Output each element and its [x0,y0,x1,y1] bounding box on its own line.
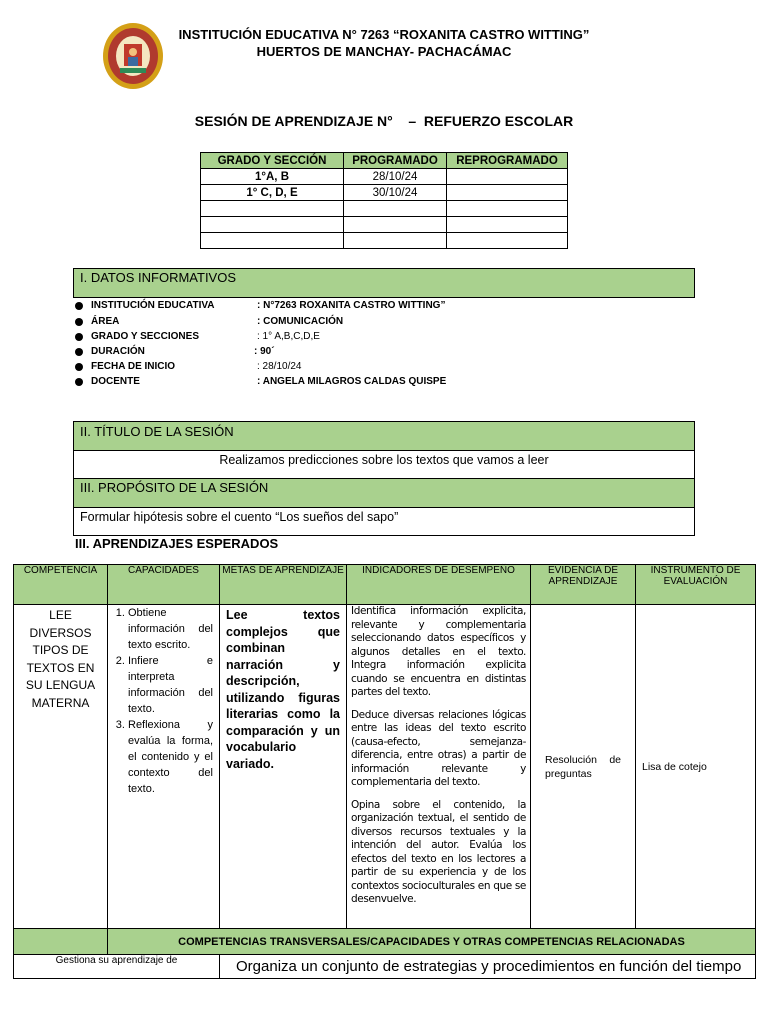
gestiona-row [14,955,756,979]
titulo-heading: II. TÍTULO DE LA SESIÓN [73,421,695,451]
table-cell: 1°A, B [201,169,344,185]
capacidades-cell [108,605,220,929]
instrumento-cell [636,605,756,929]
info-label: INSTITUCIÓN EDUCATIVA [91,300,215,311]
transversal-blank [14,929,108,955]
column-header: COMPETENCIA [14,565,108,605]
info-value: : N°7263 ROXANITA CASTRO WITTING” [257,300,446,311]
indicador-text: Opina sobre el contenido, la organización textual, el sentido de diversos recursos textuales y la intención del autor. Evalúa los efectos del texto en los lectores a partir de su experiencia y de los contextos socioculturales en que se desenvuelve. [351,798,526,905]
organiza-cell: Organiza un conjunto de estrategias y procedimientos en función del tiempo [220,955,756,979]
table-row [201,169,568,185]
gestiona-cell: Gestiona su aprendizaje de [14,955,220,979]
table-cell [344,201,447,217]
institution-name: INSTITUCIÓN EDUCATIVA N° 7263 “ROXANITA CASTRO WITTING” [178,27,590,42]
institution-location: HUERTOS DE MANCHAY- PACHACÁMAC [256,44,512,59]
indicador-text: Deduce diversas relaciones lógicas entre las ideas del texto escrito (causa-efecto, semejanza-diferencia, entre otras) a partir de información relevante y complementaria del texto. [351,708,526,788]
table-row [201,233,568,249]
list-item: 2. Infiere e interpreta información del texto. [128,653,213,717]
evidencia-cell [531,605,636,929]
list-item: 1. Obtiene información del texto escrito. [128,605,213,653]
schedule-header-row [201,153,568,169]
info-value: : 28/10/24 [257,361,302,372]
info-value: : COMUNICACIÓN [257,316,344,327]
schedule-header: REPROGRAMADO [447,153,568,169]
table-cell [447,185,568,201]
column-header: INDICADORES DE DESEMPEÑO [347,565,531,605]
table-cell [201,233,344,249]
table-cell: 28/10/24 [344,169,447,185]
competencia-text: LEE DIVERSOS TIPOS DE TEXTOS EN SU LENGUA MATERNA [25,608,96,710]
column-header: CAPACIDADES [108,565,220,605]
info-label: ÁREA [91,316,120,327]
table-cell [447,201,568,217]
proposito-heading: III. PROPÓSITO DE LA SESIÓN [73,478,695,508]
table-cell [447,169,568,185]
table-row [201,185,568,201]
list-item: 3. Reflexiona y evalúa la forma, el contenido y el contexto del texto. [128,717,213,797]
table-cell: 1° C, D, E [201,185,344,201]
table-row [201,201,568,217]
table-cell [344,233,447,249]
info-value: : 90´ [254,346,275,357]
competencia-cell [14,605,108,929]
table-cell: 30/10/24 [344,185,447,201]
info-label: GRADO Y SECCIONES [91,331,199,342]
table-row [201,217,568,233]
column-header: EVIDENCIA DE APRENDIZAJE [531,565,636,605]
schedule-table [200,152,568,249]
indicador-text: Identifica información explicita, relevante y complementaria seleccionando datos específicos y algunos detalles en el texto. Integra información explicita cuando se encuentra en distintas partes del texto. [351,605,526,698]
column-header: INSTRUMENTO DE EVALUACIÓN [636,565,756,605]
bullet-icon [75,318,83,326]
datos-heading: I. DATOS INFORMATIVOS [73,268,695,298]
aprendizajes-table [13,564,756,979]
session-title: SESIÓN DE APRENDIZAJE N° – REFUERZO ESCOLAR [194,113,574,129]
info-label: FECHA DE INICIO [91,361,176,372]
schedule-header: PROGRAMADO [344,153,447,169]
table-cell [201,217,344,233]
evidencia-text: Resolución de preguntas [545,753,621,780]
table-cell [201,201,344,217]
metas-text: Lee textos complejos que combinan narración y descripción, utilizando figuras literarias como la comparación y un vocabulario variado. [226,608,340,771]
proposito-text: Formular hipótesis sobre el cuento “Los sueños del sapo” [73,508,695,536]
aprendizajes-row [14,605,756,929]
table-cell [344,217,447,233]
info-value: : ANGELA MILAGROS CALDAS QUISPE [257,376,447,387]
bullet-icon [75,302,83,310]
titulo-text: Realizamos predicciones sobre los textos que vamos a leer [73,451,695,479]
info-value: : 1° A,B,C,D,E [257,331,320,342]
indicadores-cell [347,605,531,929]
aprendizajes-heading: III. APRENDIZAJES ESPERADOS [75,536,279,551]
bullet-icon [75,333,83,341]
bullet-icon [75,378,83,386]
table-cell [447,233,568,249]
column-header: METAS DE APRENDIZAJE [220,565,347,605]
transversal-heading: COMPETENCIAS TRANSVERSALES/CAPACIDADES Y OTRAS COMPETENCIAS RELACIONADAS [108,929,756,955]
aprendizajes-header-row [14,565,756,605]
transversal-row [14,929,756,955]
metas-cell [220,605,347,929]
instrumento-text: Lisa de cotejo [642,760,707,773]
table-cell [447,217,568,233]
schedule-header: GRADO Y SECCIÓN [201,153,344,169]
bullet-icon [75,348,83,356]
capacidades-list [108,605,219,797]
info-label: DOCENTE [91,376,140,387]
bullet-icon [75,363,83,371]
info-label: DURACIÓN [91,346,145,357]
